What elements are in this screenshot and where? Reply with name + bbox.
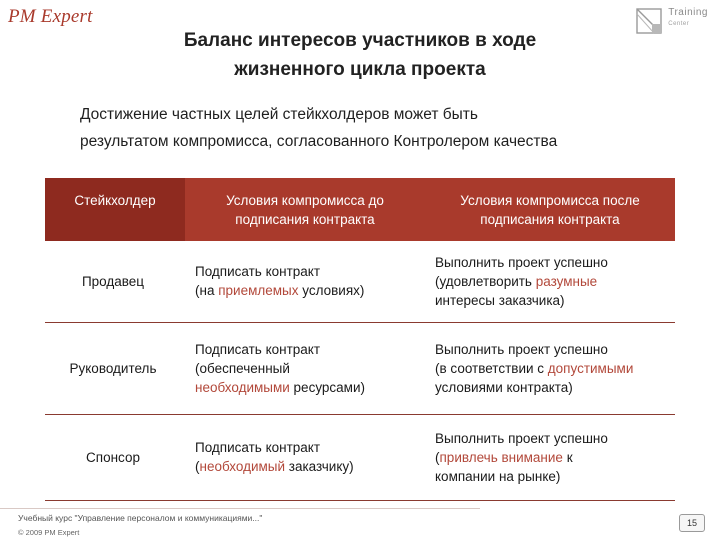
table-row	[45, 322, 675, 414]
footer-course-text: Учебный курс "Управление персоналом и коммуникациями..."	[18, 513, 263, 523]
subtitle-line1: Достижение частных целей стейкхолдеров может быть	[80, 106, 478, 123]
footer-copyright: © 2009 PM Expert	[18, 528, 80, 537]
after-cell: Выполнить проект успешно (удовлетворить разумные интересы заказчика)	[425, 241, 675, 322]
before-cell: Подписать контракт (необходимый заказчику)	[185, 414, 425, 500]
stakeholder-cell: Спонсор	[45, 414, 185, 500]
stakeholder-table	[45, 178, 675, 501]
training-center-logo-icon	[636, 8, 662, 34]
after-cell: Выполнить проект успешно (в соответствии с допустимыми условиями контракта)	[425, 322, 675, 414]
table-row	[45, 414, 675, 500]
table-header-row	[45, 178, 675, 241]
header-before-contract: Условия компромисса до подписания контракта	[185, 178, 425, 241]
header-stakeholder: Стейкхолдер	[45, 178, 185, 241]
subtitle-line2: результатом компромисса, согласованного Контролером качества	[80, 133, 558, 150]
footer-divider	[0, 508, 480, 509]
page-title	[110, 26, 610, 84]
page-number-badge: 15	[679, 514, 705, 532]
brand-logo-text: PM Expert	[8, 6, 93, 27]
title-line2: жизненного цикла проекта	[234, 59, 486, 80]
header-after-contract: Условия компромисса после подписания контракта	[425, 178, 675, 241]
page-subtitle	[80, 101, 680, 155]
before-cell: Подписать контракт (обеспеченный необходимыми ресурсами)	[185, 322, 425, 414]
stakeholder-cell: Продавец	[45, 241, 185, 322]
table-row	[45, 241, 675, 322]
training-center-logo	[636, 8, 708, 34]
logo-line2: Center	[668, 21, 690, 27]
before-cell: Подписать контракт (на приемлемых условиях)	[185, 241, 425, 322]
after-cell: Выполнить проект успешно (привлечь внимание к компании на рынке)	[425, 414, 675, 500]
title-line1: Баланс интересов участников в ходе	[183, 30, 537, 51]
stakeholder-cell: Руководитель	[45, 322, 185, 414]
logo-line1: Training	[668, 7, 708, 18]
